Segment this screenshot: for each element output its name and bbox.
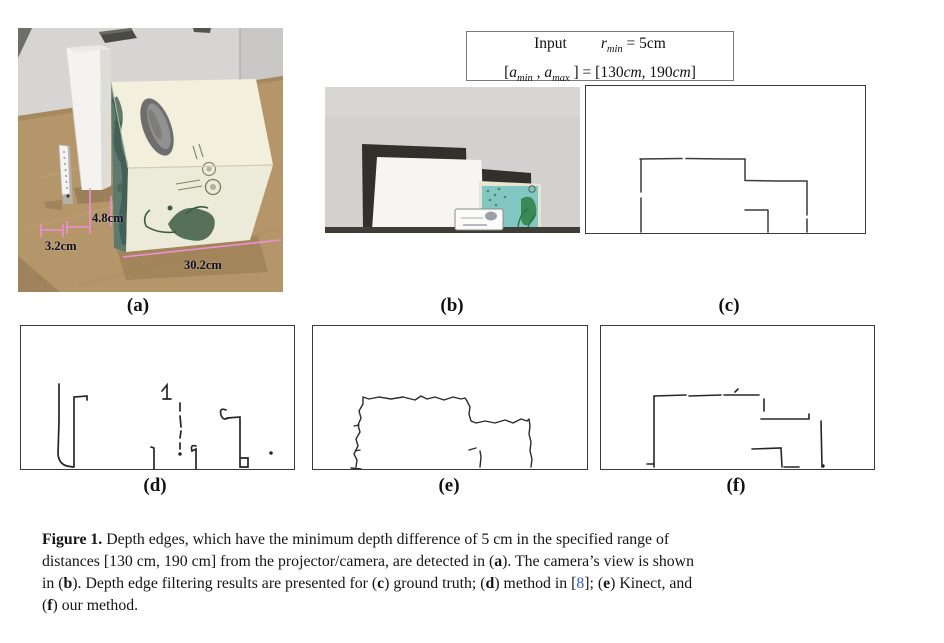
panel-a-photo xyxy=(18,28,283,292)
reference-8-link[interactable]: 8 xyxy=(576,575,585,592)
measurement-4-8cm: 4.8cm xyxy=(92,211,124,225)
formula-line-1: Input $r_{min} = 5cm$ xyxy=(534,35,666,56)
small-card xyxy=(455,209,503,230)
caption-line-4: (f) our method. xyxy=(42,597,139,614)
caption-line-3: in (b). Depth edge filtering results are presented for (c) ground truth; (d) method in [8]; (e) Kinect, and xyxy=(42,575,693,592)
method-8-edges xyxy=(21,326,294,469)
camera-view-image xyxy=(325,87,580,233)
tissue-box xyxy=(111,79,273,252)
panel-label-b: (b) xyxy=(440,295,464,316)
input-parameters-box xyxy=(466,31,734,85)
panel-b-camera-view xyxy=(325,87,580,233)
panel-c-ground-truth xyxy=(585,85,866,234)
panel-label-e: (e) xyxy=(438,475,460,496)
panel-label-a: (a) xyxy=(126,295,150,316)
measurement-30-2cm: 30.2cm xyxy=(184,258,222,272)
panel-e-kinect xyxy=(312,325,588,470)
formula-line-2: [$a_{min}$ , $a_{max}$ ] = [130cm, 190cm] xyxy=(504,64,696,85)
panel-f-our-method xyxy=(600,325,875,470)
our-method-edges xyxy=(601,326,874,469)
figure-caption xyxy=(42,529,922,617)
caption-line-2: distances [130 cm, 190 cm] from the projector/camera, are detected in (a). The camera’s view is shown xyxy=(42,553,694,570)
caption-line-1: Figure 1. Depth edges, which have the minimum depth difference of 5 cm in the specified range of xyxy=(42,531,670,548)
panel-label-c: (c) xyxy=(718,295,740,316)
panel-label-d: (d) xyxy=(143,475,167,496)
kinect-edges xyxy=(313,326,587,469)
measurement-3-2cm: 3.2cm xyxy=(45,239,77,253)
panel-d-method-8 xyxy=(20,325,295,470)
panel-label-f: (f) xyxy=(726,475,746,496)
ground-truth-drawing xyxy=(586,86,865,233)
